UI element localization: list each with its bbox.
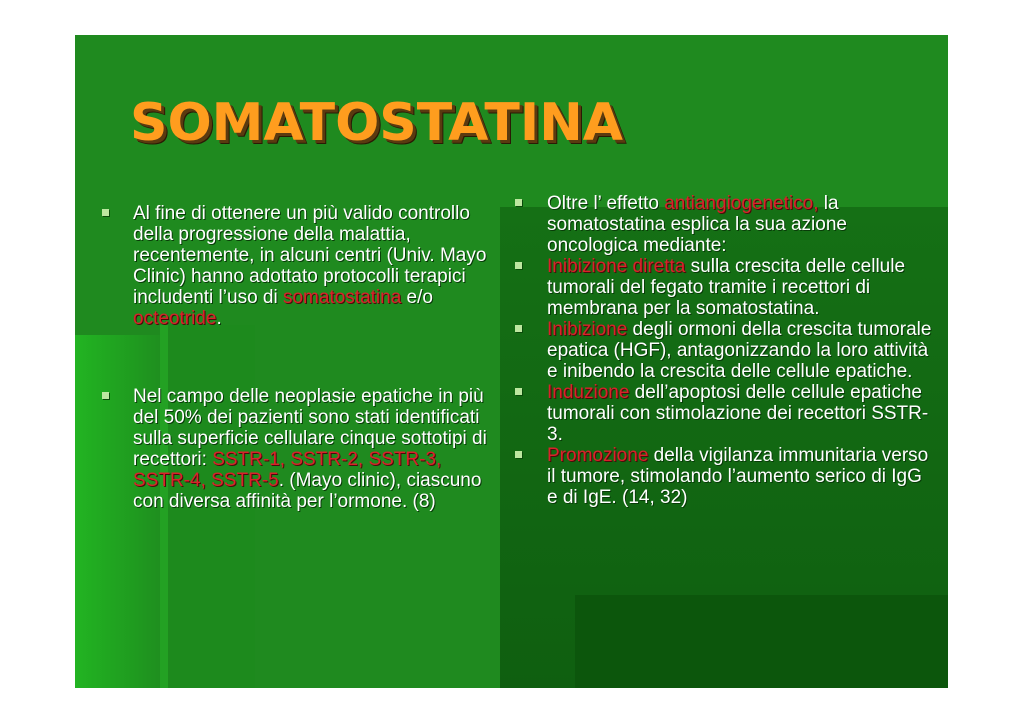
bullet-text: degli ormoni della crescita tumorale epatica (HGF), antagonizzando la loro attività e inibendo la crescita delle cellule epatiche.	[547, 319, 932, 382]
highlight-term: SSTR-1, SSTR-2, SSTR-3, SSTR-4, SSTR-5	[133, 449, 442, 491]
highlight-term: antiangiogenetico,	[664, 193, 819, 214]
bullet-text: Oltre l’ effetto	[547, 193, 665, 214]
highlight-term: Inibizione diretta	[547, 256, 686, 277]
highlight-term: Promozione	[547, 445, 649, 466]
bullet-item	[515, 256, 935, 319]
square-bullet-icon	[102, 392, 109, 399]
bullet-text: Al fine di ottenere un più valido controllo della progressione della malattia, recentemente, in alcuni centri (Univ. Mayo Clinic) hanno adottato protocolli terapici includenti l’uso di	[133, 203, 487, 308]
bullet-item	[515, 193, 935, 256]
bullet-text: sulla crescita delle cellule tumorali del fegato tramite i recettori di membrana per la somatostatina.	[547, 256, 906, 319]
square-bullet-icon	[515, 388, 522, 395]
bullet-text: dell’apoptosi delle cellule epatiche tumorali con stimolazione dei recettori SSTR-3.	[547, 382, 929, 445]
right-column	[515, 193, 935, 508]
bullet-item	[515, 445, 935, 508]
bullet-text: della vigilanza immunitaria verso il tumore, stimolando l’aumento serico di IgG e di IgE. (14, 32)	[547, 445, 929, 508]
slide-title: SOMATOSTATINA	[130, 93, 623, 153]
bullet-item	[100, 203, 495, 329]
square-bullet-icon	[515, 199, 522, 206]
square-bullet-icon	[515, 451, 522, 458]
bullet-item	[100, 386, 495, 512]
square-bullet-icon	[102, 209, 109, 216]
bullet-item	[515, 382, 935, 445]
background-panel-right-lower	[575, 595, 948, 688]
slide	[75, 35, 948, 688]
highlight-term: somatostatina	[282, 287, 402, 308]
square-bullet-icon	[515, 325, 522, 332]
highlight-term: Inibizione	[547, 319, 628, 340]
highlight-term: octeotride	[133, 308, 217, 329]
bullet-text: la somatostatina esplica la sua azione oncologica mediante:	[547, 193, 847, 256]
bullet-text: . (Mayo clinic), ciascuno con diversa affinità per l’ormone. (8)	[133, 470, 482, 512]
bullet-text: .	[216, 308, 222, 329]
bullet-text: e/o	[401, 287, 433, 308]
highlight-term: Induzione	[547, 382, 630, 403]
bullet-item	[515, 319, 935, 382]
left-column	[100, 203, 495, 512]
square-bullet-icon	[515, 262, 522, 269]
bullet-text: Nel campo delle neoplasie epatiche in più del 50% dei pazienti sono stati identificati sulla superficie cellulare cinque sottotipi di recettori:	[133, 386, 487, 470]
